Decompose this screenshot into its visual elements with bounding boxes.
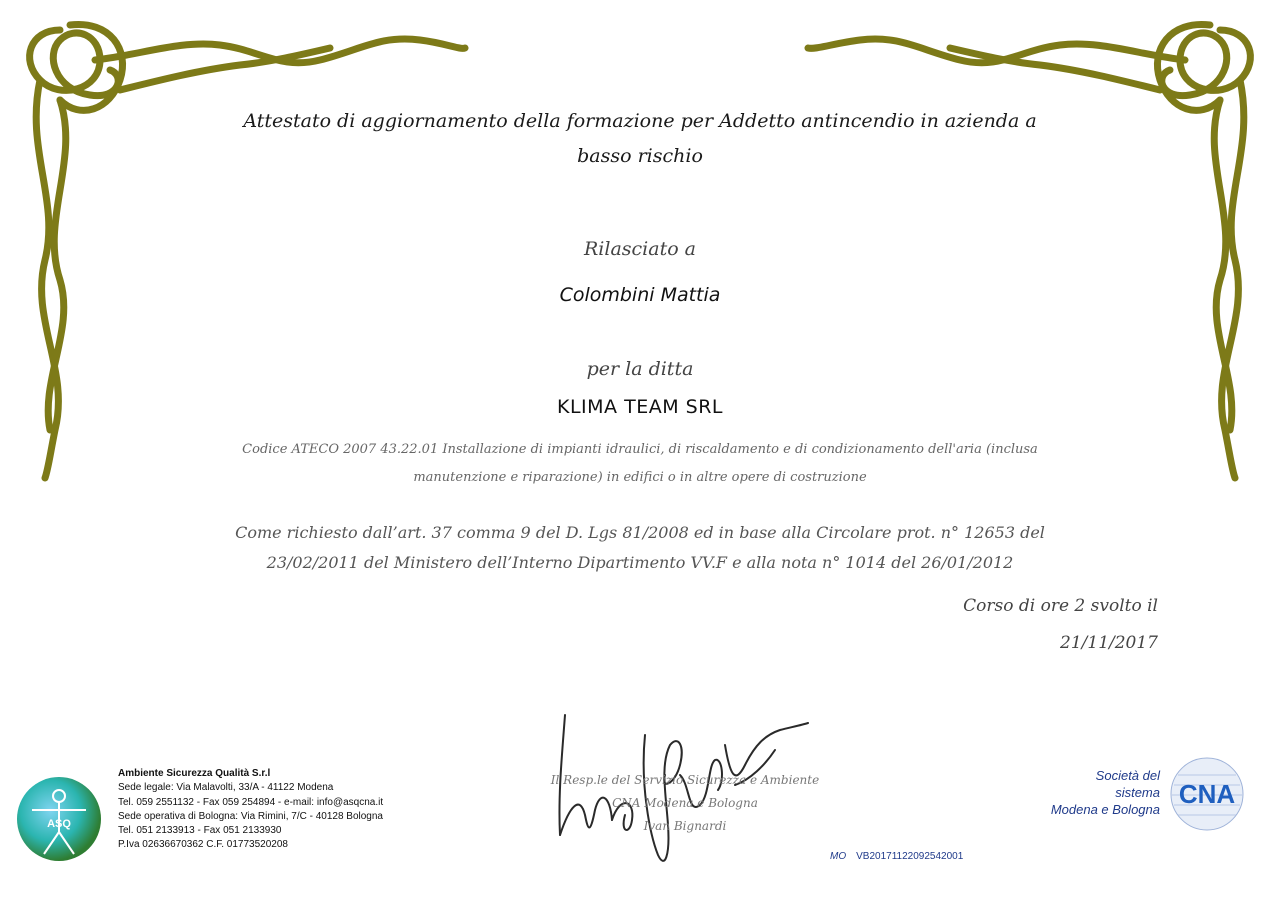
ateco-line-1: Codice ATECO 2007 43.22.01 Installazione di impianti idraulici, di riscaldamento e di condizionamento dell'aria (inclusa (242, 442, 1038, 457)
issuer-info (118, 767, 383, 853)
signatory-name: Ivan Bignardi (643, 819, 727, 833)
legal-line-2: 23/02/2011 del Ministero dell’Interno Dipartimento VV.F e alla nota n° 1014 del 26/01/2012 (266, 553, 1014, 572)
signature-organization: CNA Modena e Bologna (612, 796, 758, 810)
course-hours: Corso di ore 2 svolto il (963, 596, 1158, 616)
cna-logo (1166, 755, 1248, 833)
cna-line-2: sistema (1115, 785, 1160, 800)
certificate-title: Attestato di aggiornamento della formazione per Addetto antincendio in azienda a basso rischio (243, 110, 1037, 167)
cna-tagline (1051, 767, 1160, 818)
recipient-name: Colombini Mattia (559, 284, 721, 306)
document-code-value: VB20171122092542001 (856, 851, 964, 862)
ateco-code-description (180, 436, 1100, 492)
document-code-prefix: MO (830, 851, 847, 862)
signature-block (540, 769, 830, 838)
issuer-name: Ambiente Sicurezza Qualità S.r.l (118, 768, 271, 779)
cna-line-1: Società del (1095, 768, 1160, 783)
company-label: per la ditta (586, 358, 694, 380)
issuer-sede-legale: Sede legale: Via Malavolti, 33/A - 41122 Modena (118, 782, 334, 794)
issuer-contacts-bologna: Tel. 051 2133913 - Fax 051 2133930 (118, 825, 282, 837)
issued-to-label: Rilasciato a (583, 238, 697, 260)
svg-text:CNA: CNA (1178, 779, 1236, 809)
document-code (830, 851, 963, 862)
ateco-line-2: manutenzione e riparazione) in edifici o in altre opere di costruzione (413, 470, 867, 485)
issuer-sede-operativa: Sede operativa di Bologna: Via Rimini, 7/C - 40128 Bologna (118, 810, 383, 822)
company-name: KLIMA TEAM SRL (557, 396, 723, 418)
asq-logo (14, 774, 104, 864)
legal-reference (160, 518, 1120, 578)
svg-text:ASQ: ASQ (47, 818, 71, 830)
legal-line-1: Come richiesto dall’art. 37 comma 9 del D. Lgs 81/2008 ed in base alla Circolare prot. n° 12653 del (235, 523, 1045, 542)
course-details (963, 588, 1158, 662)
cna-line-3: Modena e Bologna (1050, 802, 1160, 817)
issuer-vat: P.Iva 02636670362 C.F. 01773520208 (118, 839, 288, 851)
course-date: 21/11/2017 (1060, 633, 1158, 653)
issuer-contacts: Tel. 059 2551132 - Fax 059 254894 - e-mail: info@asqcna.it (118, 796, 384, 808)
signature-role: Il Resp.le del Servizio Sicurezza e Ambiente (550, 773, 820, 787)
